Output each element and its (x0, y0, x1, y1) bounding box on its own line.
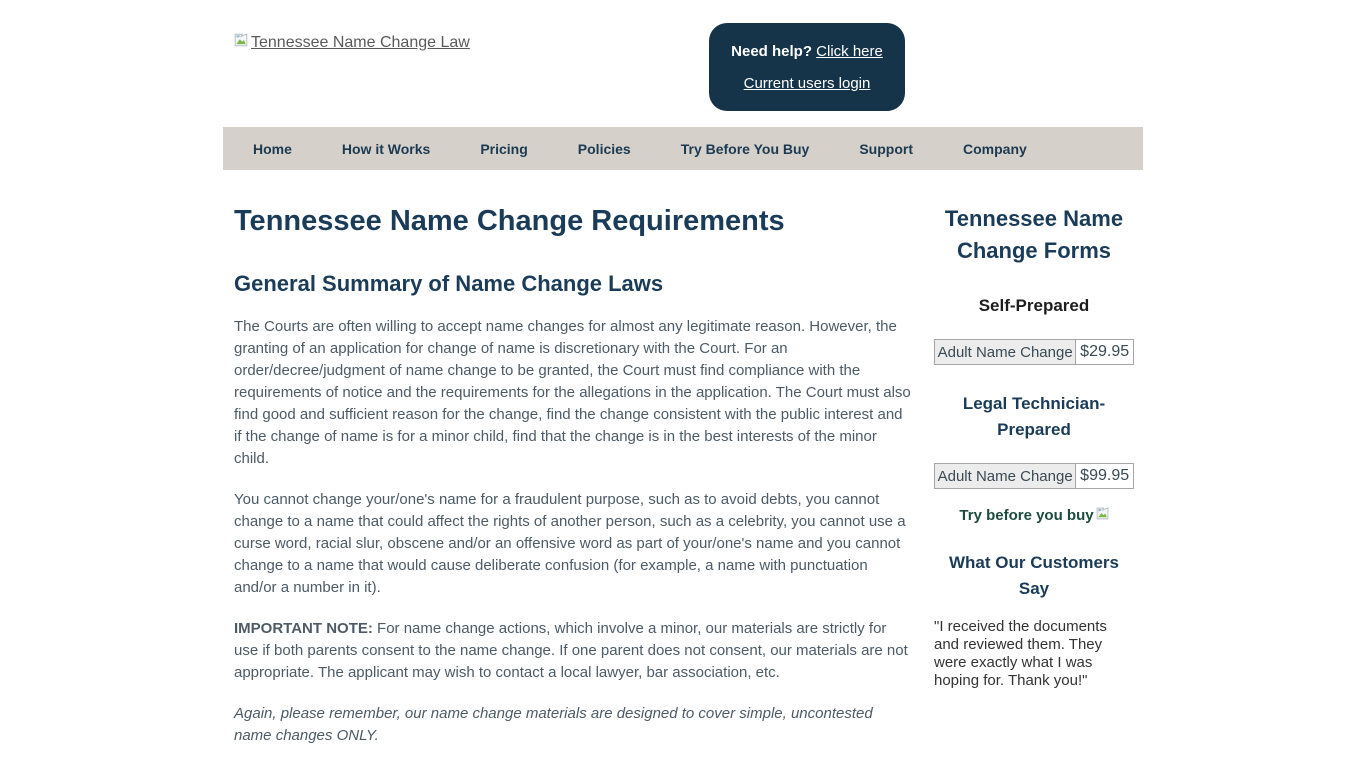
nav-item-pricing[interactable]: Pricing (480, 140, 528, 157)
customer-testimonial: "I received the documents and reviewed them. They were exactly what I was hoping for. Thank you!" (934, 618, 1107, 689)
tech-prepared-heading: Legal Technician-Prepared (962, 394, 1106, 439)
page-container (223, 0, 1143, 747)
need-help-label: Need help? (731, 42, 812, 60)
table-row (935, 340, 1134, 365)
broken-image-icon (234, 33, 248, 52)
customers-heading: What Our Customers Say (948, 553, 1120, 598)
logo-link[interactable] (234, 33, 470, 52)
logo-alt-text: Tennessee Name Change Law (251, 33, 470, 51)
self-prepared-price-table (934, 339, 1134, 365)
click-here-link[interactable]: Click here (816, 42, 883, 60)
paragraph-important-note (234, 618, 911, 684)
self-prepared-heading: Self-Prepared (978, 296, 1090, 315)
broken-image-icon (1096, 507, 1109, 524)
page-title: Tennessee Name Change Requirements (234, 205, 785, 237)
section-heading: General Summary of Name Change Laws (234, 271, 664, 296)
sidebar-title: Tennessee Name Change Forms (944, 206, 1124, 263)
header (223, 0, 1143, 127)
need-help-line (731, 43, 883, 60)
paragraph-restrictions: You cannot change your/one's name for a fraudulent purpose, such as to avoid debts, you cannot change to a name that could affect the rights of another person, such as a celebrity, you cannot use a curse word, racial slur, obscene and/or an offensive word as part of your/one's name and you cannot change to a name that would cause deliberate confusion (for example, a name with punctuation and/or a number in it). (234, 491, 906, 596)
need-help-box (709, 23, 905, 111)
try-before-you-buy-label: Try before you buy (959, 507, 1094, 524)
tech-prepared-price-table (934, 463, 1134, 489)
nav-item-policies[interactable]: Policies (577, 140, 631, 157)
sidebar-column (934, 170, 1134, 747)
main-content (223, 170, 1143, 747)
paragraph-reminder: Again, please remember, our name change materials are designed to cover simple, uncontested name changes ONLY. (234, 705, 873, 744)
table-row (935, 464, 1134, 489)
current-users-login-link[interactable]: Current users login (743, 74, 871, 92)
product-name-cell: Adult Name Change (935, 340, 1076, 365)
article-column (234, 170, 911, 747)
nav-item-try-before-you-buy[interactable]: Try Before You Buy (680, 140, 810, 157)
nav-item-support[interactable]: Support (859, 140, 913, 157)
important-note-text: For name change actions, which involve a minor, our materials are strictly for use if both parents consent to the name change. If one parent does not consent, our materials are not appropriate. The applicant may wish to contact a local lawyer, bar association, etc. (234, 620, 908, 681)
product-price-cell: $99.95 (1076, 464, 1134, 489)
product-price-cell: $29.95 (1076, 340, 1134, 365)
nav-item-home[interactable]: Home (253, 140, 292, 157)
paragraph-court-discretion: The Courts are often willing to accept name changes for almost any legitimate reason. However, the granting of an application for change of name is discretionary with the Court. For an order/decree/judgment of name change to be granted, the Court must find compliance with the requirements of notice and the requirements for the allegations in the application. The Court must also find good and sufficient reason for the change, find the change consistent with the public interest and if the change of name is for a minor child, find that the change is in the best interests of the minor child. (234, 318, 911, 467)
nav-item-how-it-works[interactable]: How it Works (341, 140, 431, 157)
main-navigation (223, 127, 1143, 170)
nav-item-company[interactable]: Company (963, 140, 1027, 157)
try-before-you-buy-link[interactable] (934, 507, 1134, 524)
important-note-label: IMPORTANT NOTE: (234, 620, 373, 637)
product-name-cell: Adult Name Change (935, 464, 1076, 489)
